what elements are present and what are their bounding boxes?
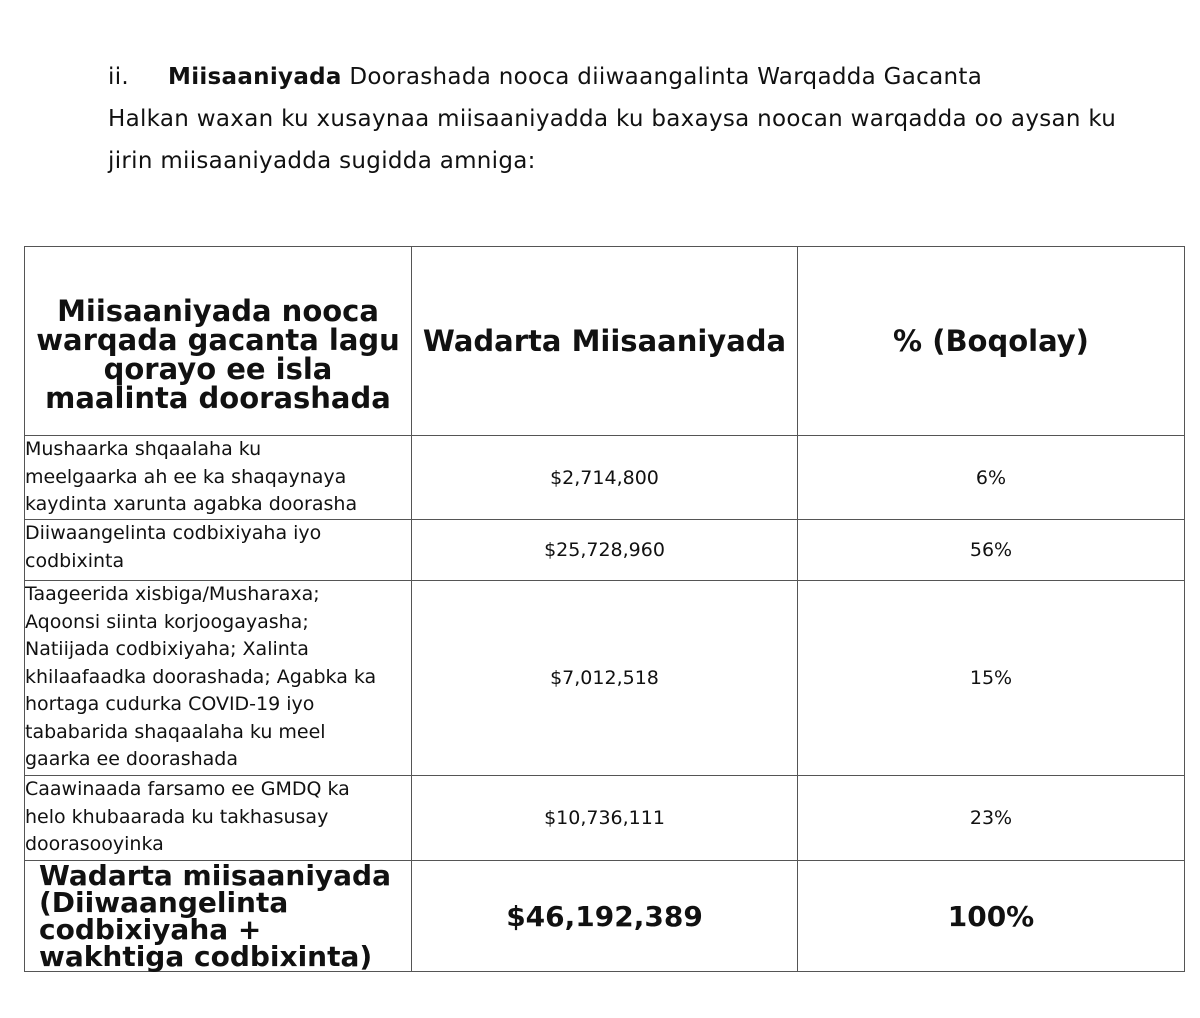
intro-paragraph-line-1: Halkan waxan ku xusaynaa miisaaniyadda ku baxaysa noocan warqadda oo aysan ku (108, 106, 1117, 132)
table-row (25, 520, 1185, 581)
header-line: warqada gacanta lagu (36, 323, 400, 357)
desc-line: tababarida shaqaalaha ku meel (25, 720, 326, 743)
header-line: maalinta doorashada (45, 381, 391, 415)
row-percent: 56% (798, 520, 1185, 581)
desc-line: gaarka ee doorashada (25, 748, 238, 770)
desc-line: Caawinaada farsamo ee GMDQ ka (25, 778, 350, 800)
table-total-row (25, 861, 1185, 972)
desc-line: Mushaarka shqaalaha ku (25, 438, 262, 460)
intro-section (108, 56, 1168, 182)
total-amount: $46,192,389 (412, 861, 798, 972)
total-label-line: codbixiyaha + (39, 913, 262, 946)
header-line: Miisaaniyada nooca (57, 294, 379, 328)
desc-line: helo khubaarada ku takhasusay (25, 805, 329, 828)
desc-line: kaydinta xarunta agabka doorasha (25, 493, 358, 515)
row-percent: 23% (798, 776, 1185, 861)
table-row (25, 776, 1185, 861)
header-line: qorayo ee isla (103, 352, 333, 386)
row-description (25, 776, 412, 861)
budget-table (24, 246, 1185, 972)
desc-line: hortaga cudurka COVID-19 iyo (25, 693, 315, 715)
row-percent: 6% (798, 436, 1185, 520)
intro-paragraph-line-2: jirin miisaaniyadda sugidda amniga: (108, 148, 536, 174)
desc-line: meelgaarka ah ee ka shaqaynaya (25, 465, 347, 488)
desc-line: codbixinta (25, 549, 125, 572)
section-heading (108, 56, 1168, 98)
row-amount: $10,736,111 (412, 776, 798, 861)
section-numeral: ii. (108, 64, 129, 90)
table-header-row (25, 247, 1185, 436)
header-budget-category (25, 247, 412, 436)
total-label-line: wakhtiga codbixinta) (39, 940, 373, 973)
section-heading-bold: Miisaaniyada (168, 64, 342, 90)
row-amount: $2,714,800 (412, 436, 798, 520)
table-row (25, 436, 1185, 520)
total-label-line: (Diiwaangelinta (39, 886, 289, 919)
row-amount: $25,728,960 (412, 520, 798, 581)
row-percent: 15% (798, 581, 1185, 776)
desc-line: Diiwaangelinta codbixiyaha iyo (25, 522, 322, 544)
table-row (25, 581, 1185, 776)
desc-line: khilaafaadka doorashada; Agabka ka (25, 665, 377, 688)
row-description (25, 520, 412, 581)
desc-line: Natiijada codbixiyaha; Xalinta (25, 638, 309, 660)
total-label (25, 861, 412, 972)
total-percent: 100% (798, 861, 1185, 972)
row-description (25, 436, 412, 520)
section-heading-rest: Doorashada nooca diiwaangalinta Warqadda Gacanta (341, 64, 983, 90)
total-label-line: Wadarta miisaaniyada (39, 859, 391, 892)
desc-line: Aqoonsi siinta korjoogayasha; (25, 610, 309, 633)
row-description (25, 581, 412, 776)
row-amount: $7,012,518 (412, 581, 798, 776)
desc-line: Taageerida xisbiga/Musharaxa; (25, 583, 320, 605)
header-total-budget: Wadarta Miisaaniyada (412, 247, 798, 436)
header-percent: % (Boqolay) (798, 247, 1185, 436)
desc-line: doorasooyinka (25, 833, 164, 855)
